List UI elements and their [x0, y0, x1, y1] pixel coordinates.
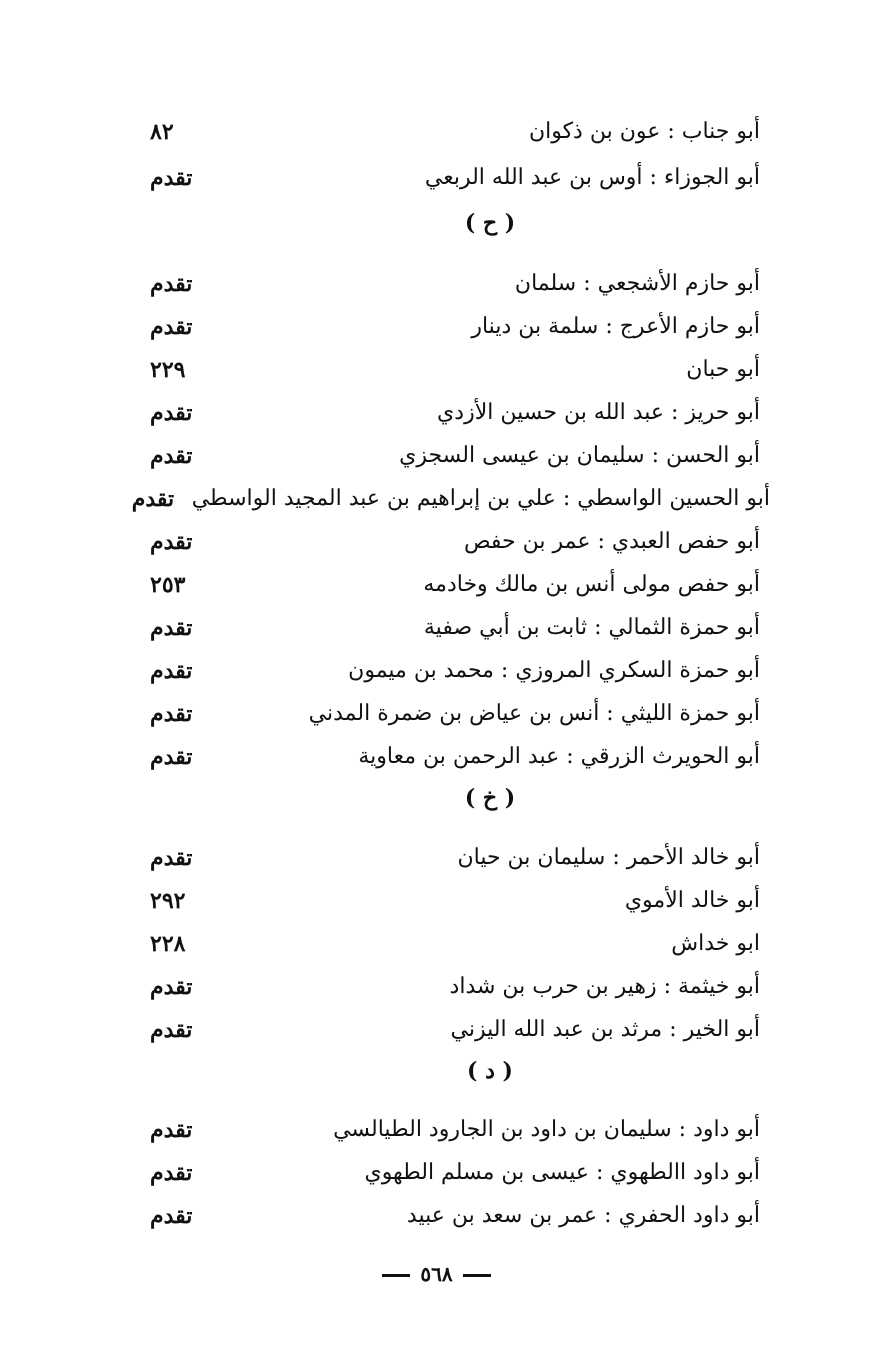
entry-name: أبو الحويرث الزرقي : عبد الرحمن بن معاوية	[358, 744, 760, 769]
entry-reference: تقدم	[150, 744, 193, 770]
entry-name: أبو حازم الأشجعي : سلمان	[514, 271, 760, 296]
entry-reference: تقدم	[150, 443, 193, 469]
entry-name: أبو الحسين الواسطي : علي بن إبراهيم بن عبد المجيد الواسطي	[191, 486, 770, 511]
index-entry	[150, 608, 760, 648]
entry-name: أبو الجوزاء : أوس بن عبد الله الربعي	[424, 165, 760, 190]
index-entry	[150, 838, 760, 878]
entry-name: أبو حمزة السكري المروزي : محمد بن ميمون	[348, 658, 760, 683]
entry-reference: ٢٩٢	[150, 888, 186, 914]
entry-name: ابو خداش	[671, 931, 760, 956]
section-heading-ha: ( ح )	[464, 210, 516, 236]
index-entry	[150, 522, 760, 562]
index-entry	[150, 393, 760, 433]
entry-reference: تقدم	[150, 529, 193, 555]
entry-reference: تقدم	[150, 271, 193, 297]
entry-reference: تقدم	[150, 1203, 193, 1229]
entry-name: أبو خيثمة : زهير بن حرب بن شداد	[449, 974, 760, 999]
index-entry	[150, 307, 760, 347]
entry-name: أبو حفص مولى أنس بن مالك وخادمه	[423, 572, 760, 597]
entry-reference: ٢٢٩	[150, 357, 186, 383]
entry-name: أبو حفص العبدي : عمر بن حفص	[463, 529, 760, 554]
entry-name: أبو داود الحفري : عمر بن سعد بن عبيد	[406, 1203, 760, 1228]
entry-reference: تقدم	[150, 1117, 193, 1143]
index-entry	[150, 1110, 760, 1150]
index-entry	[150, 694, 760, 734]
entry-name: أبو حمزة الليثي : أنس بن عياض بن ضمرة المدني	[308, 701, 760, 726]
index-entry	[150, 924, 760, 964]
index-entry	[150, 158, 760, 198]
entry-reference: ٨٢	[150, 119, 174, 145]
index-entry	[131, 479, 770, 519]
entry-name: أبو خالد الأحمر : سليمان بن حيان	[457, 845, 760, 870]
index-entry	[150, 651, 760, 691]
section-heading-dal: ( د )	[467, 1058, 513, 1084]
footer-dash	[382, 1274, 410, 1277]
footer-dash	[463, 1274, 491, 1277]
entry-name: أبو داود االطهوي : عيسى بن مسلم الطهوي	[364, 1160, 760, 1185]
entry-reference: تقدم	[150, 658, 193, 684]
index-entry	[150, 737, 760, 777]
index-entry	[150, 565, 760, 605]
entry-reference: تقدم	[150, 974, 193, 1000]
index-entry	[150, 112, 760, 152]
index-entry	[150, 264, 760, 304]
page-footer	[0, 1262, 873, 1286]
entry-reference: تقدم	[150, 1017, 193, 1043]
index-entry	[150, 1153, 760, 1193]
entry-reference: تقدم	[131, 486, 175, 512]
entry-reference: تقدم	[150, 400, 193, 426]
entry-name: أبو حبان	[686, 357, 760, 382]
index-entry	[150, 1010, 760, 1050]
entry-name: أبو جناب : عون بن ذكوان	[528, 119, 760, 144]
index-entry	[150, 1196, 760, 1236]
entry-name: أبو حريز : عبد الله بن حسين الأزدي	[437, 400, 760, 425]
section-heading-kha: ( خ )	[464, 785, 516, 811]
entry-reference: تقدم	[150, 615, 193, 641]
entry-reference: تقدم	[150, 314, 193, 340]
entry-name: أبو حازم الأعرج : سلمة بن دينار	[471, 314, 760, 339]
index-entry	[150, 881, 760, 921]
entry-name: أبو الحسن : سليمان بن عيسى السجزي	[399, 443, 760, 468]
entry-reference: تقدم	[150, 1160, 193, 1186]
index-entry	[150, 967, 760, 1007]
index-entry	[150, 350, 760, 390]
entry-reference: ٢٥٣	[150, 572, 186, 598]
entry-name: أبو الخير : مرثد بن عبد الله اليزني	[450, 1017, 760, 1042]
entry-reference: تقدم	[150, 165, 193, 191]
entry-name: أبو داود : سليمان بن داود بن الجارود الطيالسي	[333, 1117, 760, 1142]
index-entry	[150, 436, 760, 476]
entry-name: أبو خالد الأموي	[624, 888, 760, 913]
entry-reference: تقدم	[150, 701, 193, 727]
entry-reference: تقدم	[150, 845, 193, 871]
entry-reference: ٢٢٨	[150, 931, 186, 957]
page-number: ٥٦٨	[420, 1262, 453, 1286]
entry-name: أبو حمزة الثمالي : ثابت بن أبي صفية	[423, 615, 760, 640]
